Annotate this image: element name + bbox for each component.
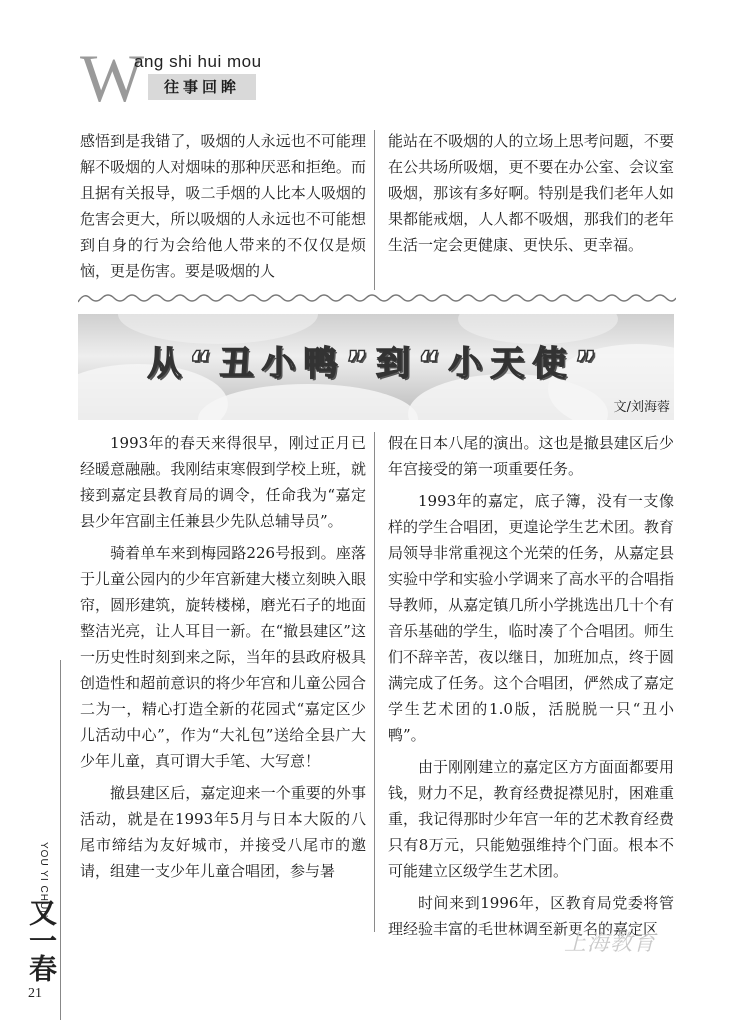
- magazine-title: 又一春: [25, 898, 58, 982]
- article-title: 从“丑小鸭”到“小天使”: [147, 344, 605, 384]
- sidebar-rule: [60, 660, 61, 1020]
- article-paragraph: 由于刚刚建立的嘉定区方方面面都要用钱，财力不足，教育经费捉襟见肘，困难重重，我记得那时少年宫一年的艺术教育经费只有8万元，只能勉强维持个门面。根本不可能建立区级学生艺术团。: [388, 758, 674, 880]
- magazine-pinyin: YOU YI CHUN: [38, 842, 49, 919]
- article-right-column: [388, 430, 674, 942]
- article-left-column: [80, 430, 366, 884]
- article-title-banner: [78, 314, 674, 420]
- article-paragraph: 骑着单车来到梅园路226号报到。座落于儿童公园内的少年宫新建大楼立刻映入眼帘，圆形建筑，旋转楼梯，磨光石子的地面整洁光亮，让人耳目一新。在“撤县建区”这一历史性时刻到来之际，当年的县政府极具创造性和超前意识的将少年宫和儿童公园合二为一，精心打造全新的花园式“嘉定区少儿活动中心”，作为“大礼包”送给全县广大少年儿童，真可谓大手笔、大写意！: [80, 544, 366, 770]
- watermark: 上海教育: [564, 931, 657, 956]
- article-paragraph: 时间来到1996年，区教育局党委将管理经验丰富的毛世林调至新更名的嘉定区: [388, 894, 674, 938]
- section-logo-letter: W: [80, 40, 145, 116]
- top-right-paragraph: 能站在不吸烟的人的立场上思考问题，不要在公共场所吸烟，更不要在办公室、会议室吸烟，那该有多好啊。特别是我们老年人如果都能戒烟，人人都不吸烟，那我们的老年生活一定会更健康、更快乐、更幸福。: [388, 132, 674, 254]
- article-paragraph: 撤县建区后，嘉定迎来一个重要的外事活动，就是在1993年5月与日本大阪的八尾市缔结为友好城市，并接受八尾市的邀请，组建一支少年儿童合唱团，参与暑: [80, 784, 366, 880]
- article-paragraph: 假在日本八尾的演出。这也是撤县建区后少年宫接受的第一项重要任务。: [388, 434, 674, 478]
- wave-ornament-divider: [78, 290, 676, 306]
- column-divider-article: [374, 432, 375, 932]
- top-left-paragraph: 感悟到是我错了，吸烟的人永远也不可能理解不吸烟的人对烟味的那种厌恶和拒绝。而且据有关报导，吸二手烟的人比本人吸烟的危害会更大，所以吸烟的人永远也不可能想到自身的行为会给他人带来的不仅仅是烦恼，更是伤害。要是吸烟的人: [80, 132, 366, 280]
- section-pinyin: ang shi hui mou: [134, 52, 262, 71]
- article-paragraph: 1993年的嘉定，底子簿，没有一支像样的学生合唱团，更遑论学生艺术团。教育局领导非常重视这个光荣的任务，从嘉定县实验中学和实验小学调来了高水平的合唱指导教师，从嘉定镇几所小学挑选出几十个有音乐基础的学生，临时凑了个合唱团。师生们不辞辛苦，夜以继日，加班加点，终于圆满完成了任务。这个合唱团，俨然成了嘉定学生艺术团的1.0版，活脱脱一只“丑小鸭”。: [388, 492, 674, 744]
- column-divider-top: [374, 130, 375, 290]
- top-left-column: [80, 128, 366, 284]
- section-title: 往事回眸: [148, 74, 256, 100]
- page-number: 21: [28, 986, 42, 1001]
- article-paragraph: 1993年的春天来得很早，刚过正月已经暖意融融。我刚结束寒假到学校上班，就接到嘉定县教育局的调令，任命我为“嘉定县少年宫副主任兼县少先队总辅导员”。: [80, 434, 366, 530]
- article-byline: 文/刘海蓉: [613, 400, 670, 415]
- top-right-column: [388, 128, 674, 258]
